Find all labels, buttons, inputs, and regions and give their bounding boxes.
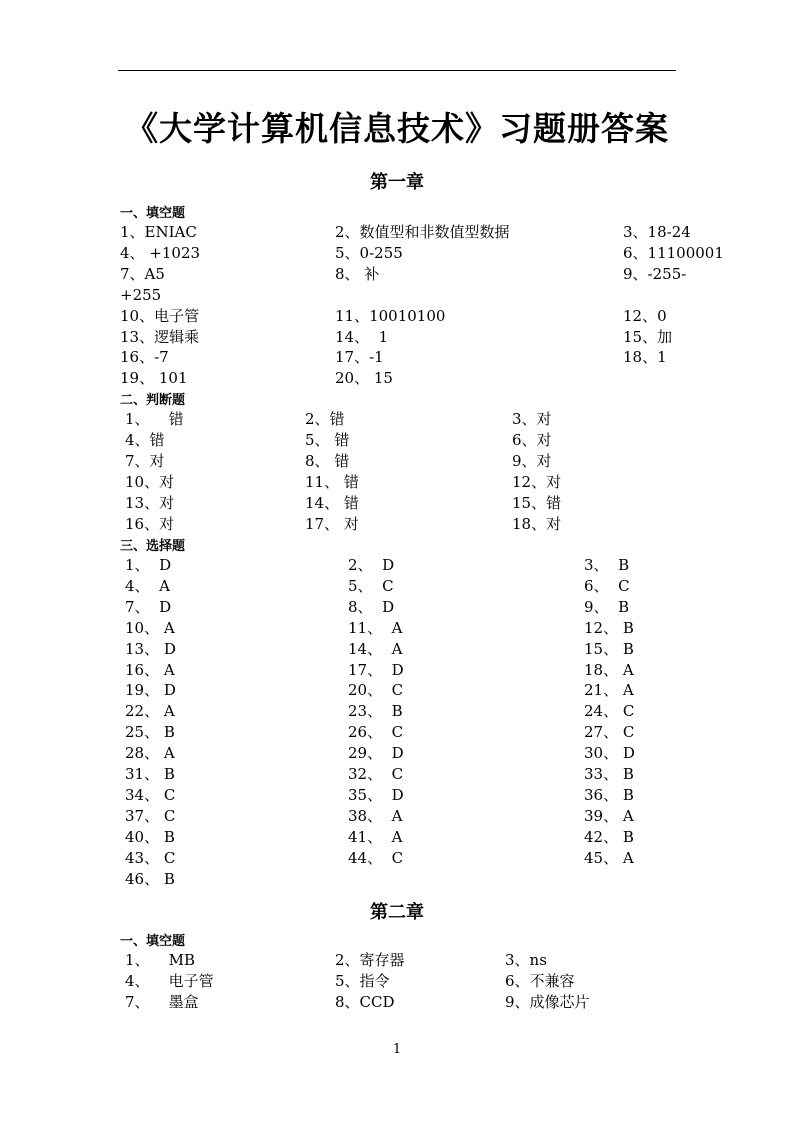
answer-item: 4、 +1023: [120, 243, 201, 262]
answer-item: 39、 A: [584, 806, 634, 825]
answer-item: 4、 电子管: [125, 971, 214, 990]
answer-item: 17、-1: [335, 348, 384, 367]
answer-item: 19、 101: [120, 369, 188, 388]
answer-item: 3、ns: [505, 951, 547, 969]
answer-item: 7、A5: [120, 264, 165, 283]
answer-item: 3、对: [512, 410, 552, 428]
answer-item: 33、 B: [584, 765, 634, 783]
answer-item: 21、 A: [584, 681, 634, 700]
answer-item: 25、 B: [125, 723, 175, 742]
answer-row: [0, 285, 794, 305]
answer-row: [0, 409, 794, 429]
answer-item: 15、错: [512, 493, 562, 512]
answer-item: 11、10010100: [335, 306, 446, 325]
answer-row: [0, 764, 794, 784]
answer-item: 10、对: [125, 472, 175, 491]
answer-row: [0, 306, 794, 326]
answer-item: 32、 C: [348, 765, 404, 783]
answer-item: 1、 错: [125, 410, 184, 428]
answer-item: 11、 错: [305, 472, 359, 491]
answer-row: [0, 722, 794, 742]
answer-item: 36、 B: [584, 785, 634, 804]
answer-item: 8、 D: [348, 597, 395, 616]
answer-item: 2、 D: [348, 556, 395, 574]
answer-row: [0, 785, 794, 805]
answer-item: 30、 D: [584, 744, 635, 763]
answer-row: [0, 701, 794, 721]
answer-item: 8、 补: [335, 264, 380, 283]
answer-item: 18、对: [512, 514, 562, 533]
chapter-1-heading: 第一章: [370, 172, 424, 193]
answer-item: 16、-7: [120, 348, 169, 367]
answer-item: 41、 A: [348, 827, 403, 846]
answer-item: 38、 A: [348, 806, 403, 825]
answer-row: [0, 848, 794, 868]
answer-item: 14、 错: [305, 493, 359, 512]
answer-item: 9、-255-: [623, 264, 687, 283]
answer-item: 18、1: [623, 348, 667, 367]
answer-item: 3、 B: [584, 556, 630, 574]
answer-item: 6、对: [512, 430, 552, 449]
answer-item: 13、逻辑乘: [120, 327, 200, 346]
answer-item: 35、 D: [348, 785, 404, 804]
answer-item: 29、 D: [348, 744, 404, 763]
answer-row: [0, 368, 794, 388]
answer-item: 7、 D: [125, 597, 172, 616]
answer-item: 34、 C: [125, 785, 176, 804]
answer-item: 31、 B: [125, 765, 175, 783]
answer-item: 8、CCD: [335, 992, 395, 1011]
answer-item: 15、 B: [584, 639, 634, 658]
answer-item: 4、错: [125, 430, 165, 449]
answer-item: 43、 C: [125, 848, 176, 867]
answer-row: [0, 243, 794, 263]
answer-item: 18、 A: [584, 660, 634, 679]
answer-item: 17、 对: [305, 514, 359, 533]
answer-item: 23、 B: [348, 702, 403, 721]
answer-item: 6、11100001: [623, 243, 724, 262]
answer-row: [0, 222, 794, 242]
answer-item: 24、 C: [584, 702, 635, 721]
ch1-true-false-heading: 二、判断题: [120, 393, 186, 408]
answer-item: 5、 C: [348, 576, 394, 595]
answer-row: [0, 430, 794, 450]
answer-item: 5、 错: [305, 430, 350, 449]
answer-row: [0, 950, 794, 970]
answer-item: 14、 A: [348, 639, 403, 658]
answer-row: [0, 806, 794, 826]
answer-item: 2、数值型和非数值型数据: [335, 223, 510, 241]
chapter-2-heading: 第二章: [370, 902, 424, 923]
answer-item: 20、 C: [348, 681, 404, 700]
answer-item: 11、 A: [348, 618, 403, 637]
answer-item: 16、对: [125, 514, 175, 533]
answer-row: [0, 680, 794, 700]
answer-item: +255: [120, 285, 162, 304]
answer-item: 13、对: [125, 493, 175, 512]
answer-item: 12、 B: [584, 618, 634, 637]
answer-item: 10、 A: [125, 618, 175, 637]
answer-item: 37、 C: [125, 806, 176, 825]
answer-row: [0, 264, 794, 284]
page-number: 1: [392, 1042, 402, 1057]
answer-item: 7、对: [125, 451, 165, 470]
answer-row: [0, 347, 794, 367]
answer-item: 15、加: [623, 327, 673, 346]
answer-item: 28、 A: [125, 744, 175, 763]
answer-item: 27、 C: [584, 723, 635, 742]
answer-row: [0, 327, 794, 347]
answer-item: 13、 D: [125, 639, 176, 658]
header-rule: [118, 70, 676, 71]
answer-item: 46、 B: [125, 869, 175, 888]
answer-item: 42、 B: [584, 827, 634, 846]
answer-row: [0, 493, 794, 513]
answer-item: 26、 C: [348, 723, 404, 742]
answer-item: 22、 A: [125, 702, 175, 721]
answer-row: [0, 660, 794, 680]
answer-item: 2、寄存器: [335, 951, 405, 969]
answer-row: [0, 514, 794, 534]
answer-row: [0, 639, 794, 659]
answer-item: 40、 B: [125, 827, 175, 846]
answer-row: [0, 555, 794, 575]
answer-item: 9、 B: [584, 597, 630, 616]
answer-row: [0, 597, 794, 617]
answer-item: 44、 C: [348, 848, 404, 867]
answer-item: 3、18-24: [623, 223, 691, 241]
ch2-fill-blank-heading: 一、填空题: [120, 934, 186, 949]
answer-item: 8、 错: [305, 451, 350, 470]
answer-item: 20、 15: [335, 369, 393, 388]
answer-row: [0, 472, 794, 492]
answer-item: 14、 1: [335, 327, 389, 346]
answer-item: 9、对: [512, 451, 552, 470]
ch1-fill-blank-heading: 一、填空题: [120, 206, 186, 221]
answer-item: 45、 A: [584, 848, 634, 867]
ch1-multiple-choice-heading: 三、选择题: [120, 539, 186, 554]
answer-item: 12、对: [512, 472, 562, 491]
answer-item: 7、 墨盒: [125, 992, 199, 1011]
answer-row: [0, 743, 794, 763]
answer-item: 16、 A: [125, 660, 175, 679]
answer-item: 5、0-255: [335, 243, 403, 262]
answer-item: 10、电子管: [120, 306, 200, 325]
answer-item: 1、ENIAC: [120, 223, 197, 241]
answer-item: 12、0: [623, 306, 667, 325]
answer-row: [0, 618, 794, 638]
answer-row: [0, 869, 794, 889]
answer-item: 19、 D: [125, 681, 176, 700]
answer-row: [0, 451, 794, 471]
answer-item: 5、指令: [335, 971, 390, 990]
answer-row: [0, 827, 794, 847]
answer-item: 17、 D: [348, 660, 404, 679]
document-title: 《大学计算机信息技术》习题册答案: [125, 109, 669, 148]
answer-row: [0, 992, 794, 1012]
answer-item: 6、 C: [584, 576, 630, 595]
answer-row: [0, 971, 794, 991]
answer-item: 1、 MB: [125, 951, 195, 969]
answer-item: 1、 D: [125, 556, 172, 574]
answer-item: 9、成像芯片: [505, 992, 590, 1011]
answer-item: 2、错: [305, 410, 345, 428]
answer-item: 4、 A: [125, 576, 170, 595]
answer-row: [0, 576, 794, 596]
answer-item: 6、不兼容: [505, 971, 575, 990]
